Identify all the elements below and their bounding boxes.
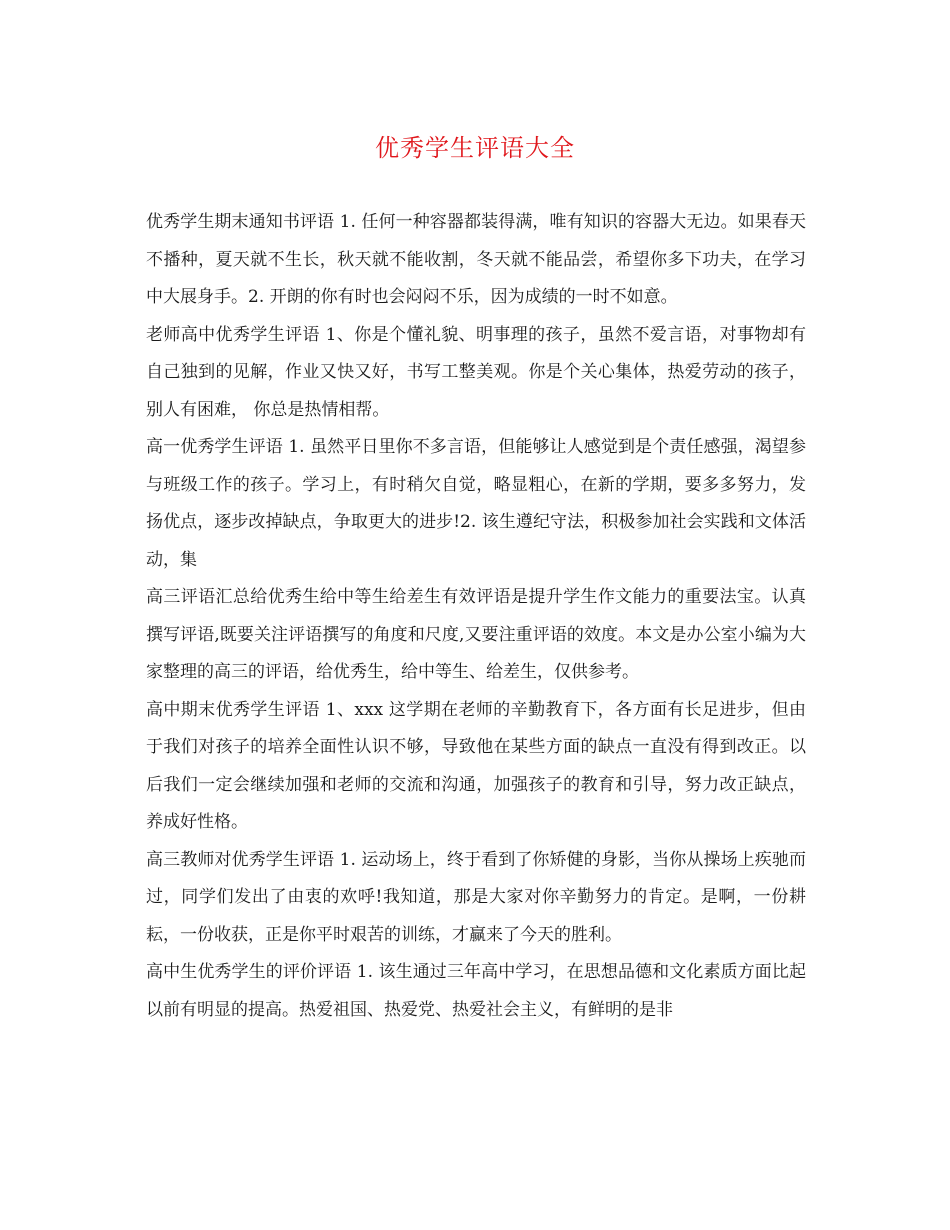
paragraph: 优秀学生期末通知书评语 1. 任何一种容器都装得满，唯有知识的容器大无边。如果春天不播种，夏天就不生长，秋天就不能收割，冬天就不能品尝，希望你多下功夫，在学习中大展身手。2. 开朗的你有时也会闷闷不乐，因为成绩的一时不如意。 <box>146 212 806 307</box>
document-title: 优秀学生评语大全 <box>375 134 575 162</box>
document-body <box>146 204 806 1029</box>
paragraph: 高三评语汇总给优秀生给中等生给差生有效评语是提升学生作文能力的重要法宝。认真撰写评语,既要关注评语撰写的角度和尺度,又要注重评语的效度。本文是办公室小编为大家整理的高三的评语，给优秀生，给中等生、给差生，仅供参考。 <box>146 587 806 682</box>
paragraph: 高三教师对优秀学生评语 1. 运动场上，终于看到了你矫健的身影，当你从操场上疾驰而过，同学们发出了由衷的欢呼!我知道，那是大家对你辛勤努力的肯定。是啊，一份耕耘，一份收获，正是你平时艰苦的训练，才赢来了今天的胜利。 <box>146 849 806 945</box>
paragraph: 高中生优秀学生的评价评语 1. 该生通过三年高中学习，在思想品德和文化素质方面比起以前有明显的提高。热爱祖国、热爱党、热爱社会主义，有鲜明的是非 <box>146 962 806 1020</box>
paragraph: 高中期末优秀学生评语 1、xxx 这学期在老师的辛勤教育下，各方面有长足进步，但由于我们对孩子的培养全面性认识不够，导致他在某些方面的缺点一直没有得到改正。以后我们一定会继续加强和老师的交流和沟通，加强孩子的教育和引导，努力改正缺点，养成好性格。 <box>146 699 806 832</box>
paragraph: 老师高中优秀学生评语 1、你是个懂礼貌、明事理的孩子，虽然不爱言语，对事物却有自己独到的见解，作业又快又好，书写工整美观。你是个关心集体，热爱劳动的孩子，别人有困难， 你总是热情相帮。 <box>146 324 806 420</box>
paragraph: 高一优秀学生评语 1. 虽然平日里你不多言语，但能够让人感觉到是个责任感强，渴望参与班级工作的孩子。学习上，有时稍欠自觉，略显粗心，在新的学期，要多多努力，发扬优点，逐步改掉缺点，争取更大的进步!2. 该生遵纪守法，积极参加社会实践和文体活动，集 <box>146 437 806 570</box>
